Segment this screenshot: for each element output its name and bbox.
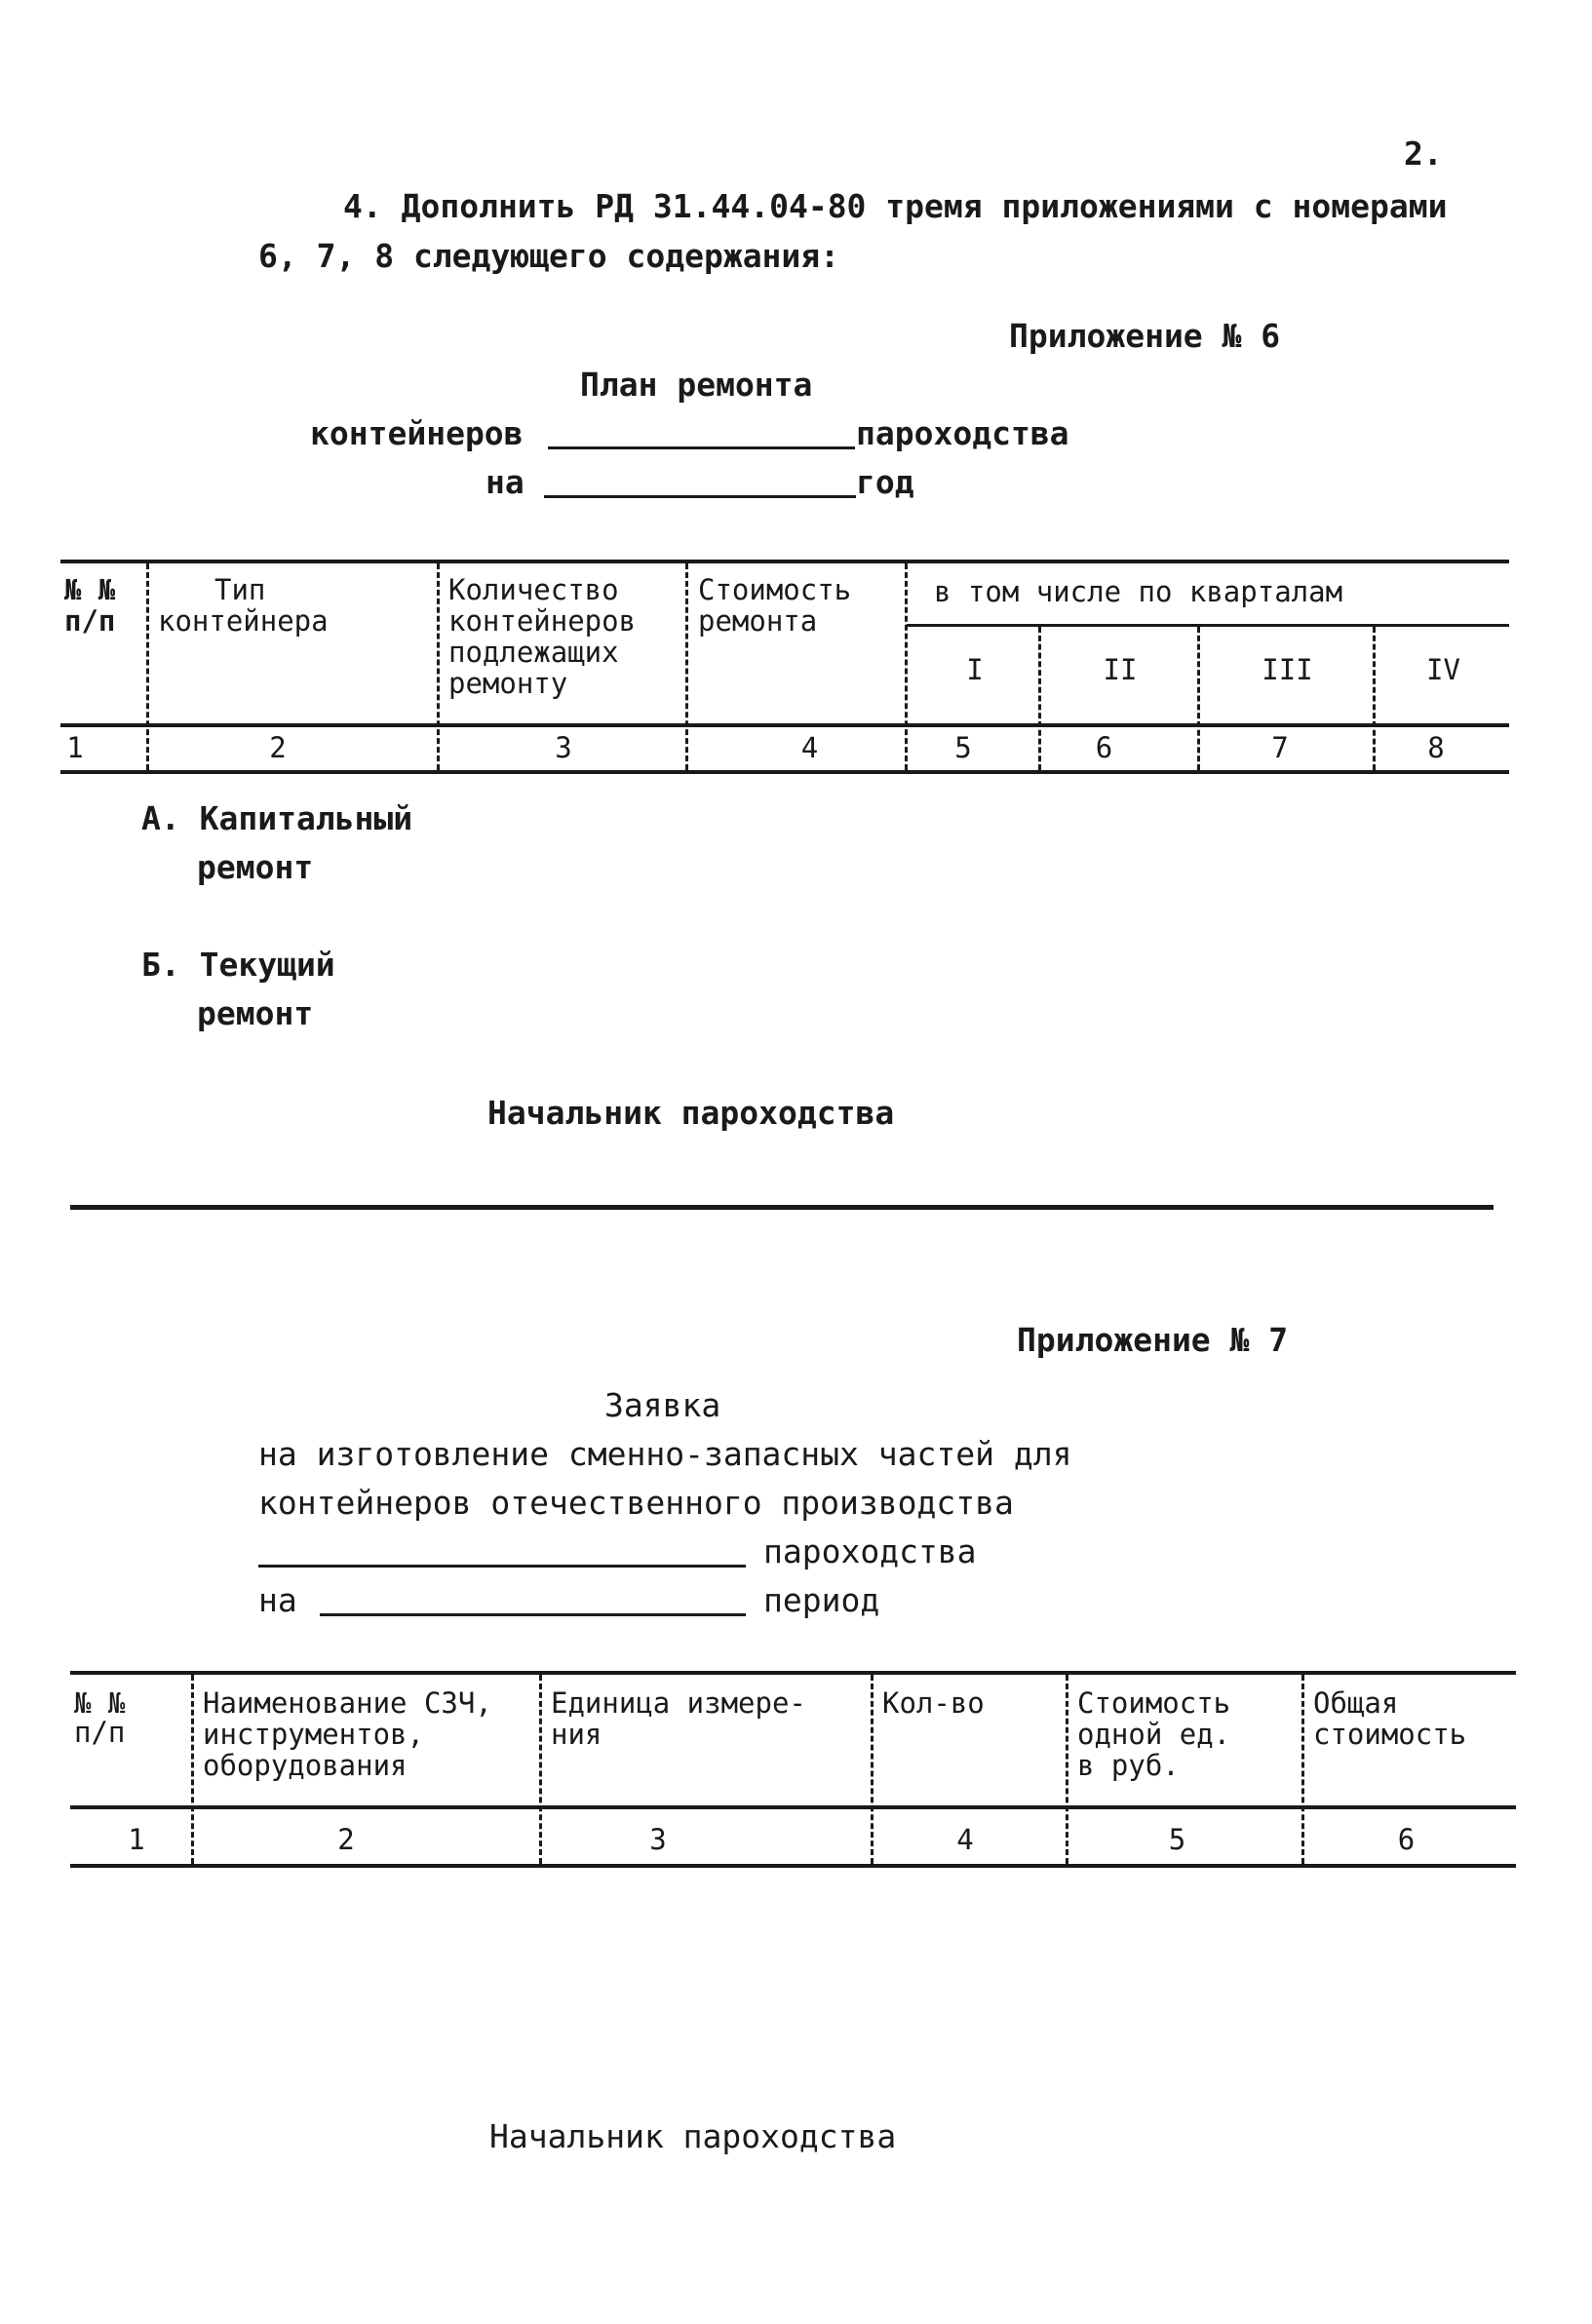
appendix-6-signature: Начальник пароходства [487,1094,895,1132]
appendix-7-signature: Начальник пароходства [489,2117,897,2155]
header-qty-2: контейнеров [448,604,637,638]
appendix-6-label: Приложение № 6 [1009,317,1281,355]
year-line-prefix: на [485,463,524,501]
table-bottom-rule [60,770,1509,774]
section-capital-line-1: А. Капитальный [141,799,413,837]
column-number: 3 [555,731,572,764]
header-num-1: № № [74,1686,126,1720]
col-divider [146,563,149,770]
column-number: 8 [1427,731,1445,764]
col-divider [1038,627,1041,770]
header-total-2: стоимость [1313,1718,1467,1751]
shipping-company-blank [548,446,855,449]
period-line-prefix: на [258,1581,297,1619]
col-divider [1197,627,1200,770]
header-unit-1: Единица измере- [551,1686,806,1720]
header-num-2: п/п [64,604,116,638]
section-separator [70,1205,1494,1210]
section-current-line-1: Б. Текущий [141,946,335,984]
column-number: 5 [954,731,972,764]
header-type-1: Тип [214,573,266,606]
column-number: 4 [800,731,819,764]
col-divider [1301,1675,1304,1864]
containers-line-suffix: пароходства [856,414,1069,452]
period-line-suffix: период [763,1581,880,1619]
appendix-7-title: Заявка [604,1386,721,1424]
table-top-rule [60,560,1509,563]
header-quarters-group: в том числе по кварталам [934,575,1343,608]
header-total-1: Общая [1313,1686,1399,1720]
header-quarter-3: III [1262,653,1313,686]
column-number: 3 [649,1823,667,1856]
header-unit-cost-3: в руб. [1077,1749,1180,1782]
year-blank [544,495,856,498]
containers-line-prefix: контейнеров [310,414,524,452]
period-blank [320,1613,746,1616]
company-line-suffix: пароходства [763,1532,977,1570]
column-number: 2 [337,1823,355,1856]
header-unit-cost-2: одной ед. [1077,1718,1231,1751]
header-num-2: п/п [74,1716,126,1749]
header-quarter-1: I [966,653,984,686]
table-bottom-rule [70,1864,1516,1868]
column-number: 6 [1397,1823,1416,1856]
col-divider [539,1675,542,1864]
header-name-1: Наименование СЗЧ, [203,1686,492,1720]
col-divider [191,1675,194,1864]
appendix-7-label: Приложение № 7 [1017,1321,1289,1359]
column-number: 5 [1168,1823,1186,1856]
col-divider [871,1675,874,1864]
header-unit-cost-1: Стоимость [1077,1686,1231,1720]
header-type-2: контейнера [158,604,329,638]
column-number: 2 [269,731,287,764]
appendix-6-title: План ремонта [580,366,813,404]
header-name-2: инструментов, [203,1718,424,1751]
quarters-subheader-rule [907,624,1509,627]
header-bottom-rule [60,723,1509,727]
header-cost-2: ремонта [698,604,818,638]
col-divider [1066,1675,1068,1864]
column-number: 6 [1095,731,1113,764]
section-current-line-2: ремонт [197,994,314,1032]
header-cost-1: Стоимость [698,573,852,606]
header-quarter-4: IV [1426,653,1460,686]
header-name-3: оборудования [203,1749,408,1782]
appendix-7-subtitle-1: на изготовление сменно-запасных частей для [258,1435,1072,1473]
company-blank [258,1565,746,1568]
column-number: 4 [956,1823,974,1856]
column-number: 1 [128,1823,145,1856]
header-qty-3: подлежащих [448,636,619,669]
column-number: 1 [66,731,84,764]
header-num-1: № № [64,573,116,606]
header-quarter-2: II [1103,653,1138,686]
header-qty-1: Количество [448,573,619,606]
col-divider [437,563,440,770]
table-top-rule [70,1671,1516,1675]
appendix-7-subtitle-2: контейнеров отечественного производства [258,1484,1014,1522]
year-line-suffix: год [856,463,914,501]
header-bottom-rule [70,1805,1516,1809]
col-divider [685,563,688,770]
header-unit-2: ния [551,1718,602,1751]
col-divider [1373,627,1376,770]
header-qty: Кол-во [882,1686,985,1720]
intro-line-1: 4. Дополнить РД 31.44.04-80 тремя приложениями с номерами [343,187,1448,225]
page-number: 2. [1404,135,1443,173]
column-number: 7 [1271,731,1289,764]
section-capital-line-2: ремонт [197,848,314,886]
intro-line-2: 6, 7, 8 следующего содержания: [258,237,840,275]
header-qty-4: ремонту [448,667,568,700]
